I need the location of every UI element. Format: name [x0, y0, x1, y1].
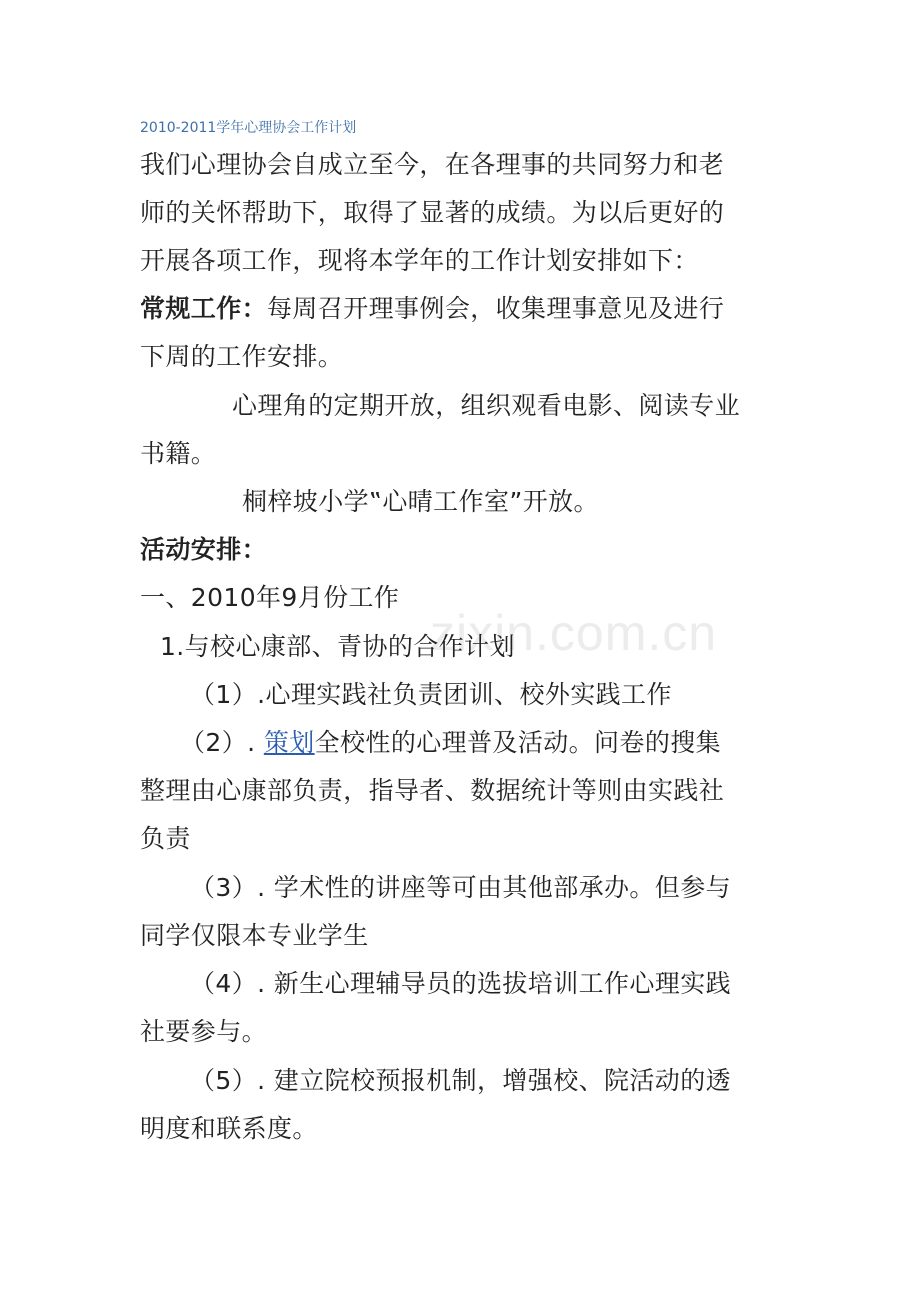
item-2-line-1-text: 全校性的心理普及活动。问卷的搜集: [314, 728, 722, 757]
routine-item2-line-1: 心理角的定期开放，组织观看电影、阅读专业: [232, 391, 741, 420]
item-5-line-1: （5）. 建立院校预报机制，增强校、院活动的透: [190, 1066, 732, 1095]
item-5-line-2: 明度和联系度。: [140, 1114, 318, 1143]
item-2-line-2: 整理由心康部负责，指导者、数据统计等则由实践社: [140, 776, 725, 805]
activities-heading: 活动安排：: [140, 535, 268, 564]
routine-line-1: [140, 294, 724, 324]
item-2-line-3: 负责: [140, 824, 191, 853]
section-1-heading: 一、2010年9月份工作: [140, 583, 400, 612]
item-2-line-1: [180, 728, 721, 758]
item-2-prefix: （2）.: [180, 728, 264, 757]
routine-line-1-text: 每周召开理事例会，收集理事意见及进行: [267, 294, 725, 323]
intro-line-3: 开展各项工作，现将本学年的工作计划安排如下：: [140, 246, 699, 275]
routine-heading: 常规工作：: [140, 294, 268, 323]
item-4-line-2: 社要参与。: [140, 1017, 268, 1046]
intro-line-2: 师的关怀帮助下，取得了显著的成绩。为以后更好的: [140, 198, 725, 227]
document-title: 2010-2011学年心理协会工作计划: [140, 120, 357, 136]
routine-item3: 桐梓坡小学‟心晴工作室”开放。: [242, 487, 599, 516]
routine-line-2: 下周的工作安排。: [140, 342, 344, 371]
item-3-line-1: （3）. 学术性的讲座等可由其他部承办。但参与: [190, 873, 732, 902]
plan-link[interactable]: 策划: [263, 728, 315, 757]
intro-line-1: 我们心理协会自成立至今，在各理事的共同努力和老: [140, 150, 725, 179]
item-1: （1）.心理实践社负责团训、校外实践工作: [190, 680, 672, 709]
item-4-line-1: （4）. 新生心理辅导员的选拔培训工作心理实践: [190, 969, 732, 998]
routine-item2-line-2: 书籍。: [140, 439, 217, 468]
item-3-line-2: 同学仅限本专业学生: [140, 921, 369, 950]
watermark: zixin.com.cn: [430, 605, 718, 661]
subsection-1: 1.与校心康部、青协的合作计划: [160, 632, 515, 661]
